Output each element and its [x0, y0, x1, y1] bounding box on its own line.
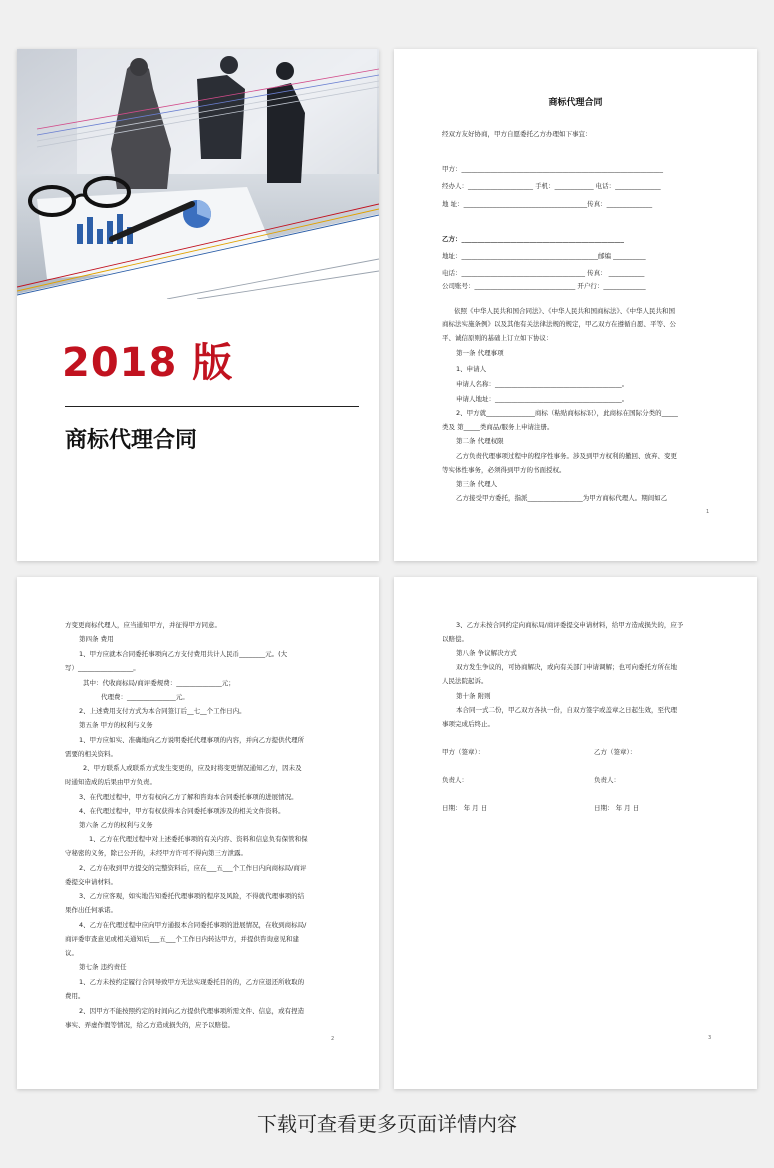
text-line: 依照《中华人民共和国合同法》、《中华人民共和国商标法》、《中华人民共和国: [454, 307, 675, 315]
text-line: 第三条 代理人: [456, 480, 498, 488]
text-line: 事实、弄虚作假等情况，给乙方造成损失的，应予以赔偿。: [65, 1021, 234, 1029]
text-line: 地 址：______________________________________传真：______________: [442, 200, 653, 208]
text-line: 等实体性事务，必须得到甲方的书面授权。: [442, 466, 566, 474]
text-line: 2、甲方就_______________商标（粘贴商标标识），此商标在国际分类的_____: [456, 409, 678, 417]
contract-title: 商标代理合同: [548, 98, 603, 108]
text-line: 1、申请人: [456, 365, 487, 373]
contract-page-2: [17, 577, 379, 1089]
text-line: 2、乙方在收到甲方提交的完整资料后，应在___五___个工作日内向商标局/商评: [79, 864, 307, 872]
text-line: 3、在代理过程中，甲方有权向乙方了解和咨询本合同委托事项的进展情况。: [79, 793, 298, 801]
text-line: 甲方：______________________________________________________________: [442, 165, 663, 173]
text-line: 4、在代理过程中，甲方有权获得本合同委托事项涉及的相关文件资料。: [79, 807, 285, 815]
party-b-signature: 乙方（签章）：: [594, 748, 637, 756]
contract-page-3: [394, 577, 757, 1089]
text-line: 第八条 争议解决方式: [456, 649, 517, 657]
page-number: 2: [331, 1036, 335, 1042]
page-number: 1: [706, 509, 710, 515]
text-line: 电话：______________________________________ 传真： ___________: [442, 269, 645, 277]
text-line: 第七条 违约责任: [79, 963, 127, 971]
cover-title: 商标代理合同: [65, 428, 198, 453]
party-a-responsible: 负责人：: [442, 776, 468, 784]
text-line: 人民法院起诉。: [442, 677, 488, 685]
text-line: 写）_________________。: [65, 664, 140, 672]
cover-year: 2018 版: [62, 340, 234, 386]
text-line: 商评委审查意见或相关通知后___五___个工作日内转达甲方，并提供咨询意见和建: [65, 935, 299, 943]
text-line: 以赔偿。: [442, 635, 468, 643]
text-line: 第四条 费用: [79, 635, 114, 643]
text-line: 时通知造成的后果由甲方负责。: [65, 778, 156, 786]
text-line: 费用。: [65, 992, 85, 1000]
cover-divider: [65, 406, 359, 407]
party-a-signature: 甲方（签章）：: [442, 748, 485, 756]
text-line: 1、甲方应就本合同委托事项向乙方支付费用共计人民币________元。(大: [79, 650, 288, 658]
text-line: 3、乙方应客观，如实地告知委托代理事项的程序及风险，不得就代理事项的结: [79, 892, 305, 900]
text-line: 需要的相关资料。: [65, 750, 117, 758]
text-line: 果作出任何承诺。: [65, 906, 117, 914]
text-line: 第十条 附则: [456, 692, 491, 700]
page-number: 3: [708, 1035, 712, 1041]
text-line: 申请人地址：_______________________________________。: [456, 395, 629, 403]
party-b-date: 日期： 年 月 日: [594, 804, 640, 812]
text-line: 1、乙方在代理过程中对上述委托事项的有关内容、资料和信息负有保管和保: [89, 835, 308, 843]
text-line: 1、甲方应如实、准确地向乙方说明委托代理事项的内容，并向乙方提供代理所: [79, 736, 305, 744]
text-line: 乙方：__________________________________________________: [442, 235, 624, 243]
text-line: 委提交申请材料。: [65, 878, 117, 886]
text-line: 代理费：_______________元。: [101, 693, 189, 701]
text-line: 本合同一式二份，甲乙双方各执一份，自双方签字或盖章之日起生效，至代理: [456, 706, 677, 714]
text-line: 双方发生争议的，可协商解决，或向有关部门申请调解；也可向委托方所在地: [456, 663, 677, 671]
cover-page: [17, 49, 379, 561]
party-a-date: 日期： 年 月 日: [442, 804, 488, 812]
text-line: 2、因甲方不能按照约定的时间向乙方提供代理事项所需文件、信息，或有捏造: [79, 1007, 305, 1015]
text-line: 事项完成后终止。: [442, 720, 494, 728]
text-line: 经双方友好协商，甲方自愿委托乙方办理如下事宜：: [442, 130, 592, 138]
text-line: 第二条 代理权限: [456, 437, 504, 445]
text-line: 申请人名称：_______________________________________。: [456, 380, 629, 388]
text-line: 类及 第_____类商品/服务上申请注册。: [442, 423, 554, 431]
text-line: 地址：__________________________________________邮编 __________: [442, 252, 646, 260]
text-line: 经办人：____________________ 手机：____________ 电话：______________: [442, 182, 661, 190]
party-b-responsible: 负责人：: [594, 776, 620, 784]
text-line: 1、乙方未按约定履行合同导致甲方无法实现委托目的的，乙方应退还所收取的: [79, 978, 305, 986]
text-line: 商标法实施条例》以及其他有关法律法规的规定，甲乙双方在遵循自愿、平等、公: [442, 320, 676, 328]
contract-page-1: [394, 49, 757, 561]
text-line: 2、上述费用支付方式为本合同签订后__七__个工作日内。: [79, 707, 246, 715]
text-line: 其中：代收商标局/商评委规费：______________元；: [83, 679, 235, 687]
text-line: 平、诚信原则的基础上订立如下协议：: [442, 334, 553, 342]
cover-photo: [17, 49, 379, 299]
text-line: 第六条 乙方的权利与义务: [79, 821, 153, 829]
text-line: 2、甲方联系人或联系方式发生变更的，应及时将变更情况通知乙方，因未及: [83, 764, 302, 772]
text-line: 公司账号：_______________________________ 开户行：_____________: [442, 282, 646, 290]
text-line: 4、乙方在代理过程中应向甲方通报本合同委托事项的进展情况，在收到商标局/: [79, 921, 307, 929]
text-line: 第一条 代理事项: [456, 349, 504, 357]
text-line: 第五条 甲方的权利与义务: [79, 721, 153, 729]
text-line: 乙方负责代理事项过程中的程序性事务。涉及到甲方权利的撤回、放弃、变更: [456, 452, 677, 460]
text-line: 方变更商标代理人，应当通知甲方，并征得甲方同意。: [65, 621, 221, 629]
text-line: 守秘密的义务，除已公开的，未经甲方许可不得向第三方泄露。: [65, 849, 247, 857]
text-line: 议。: [65, 949, 78, 957]
text-line: 乙方接受甲方委托，指派_________________为甲方商标代理人。期间如乙: [456, 494, 668, 502]
text-line: 3、乙方未按合同约定向商标局/商评委提交申请材料，给甲方造成损失的，应予: [456, 621, 684, 629]
footer-caption: 下载可查看更多页面详情内容: [257, 1112, 517, 1136]
